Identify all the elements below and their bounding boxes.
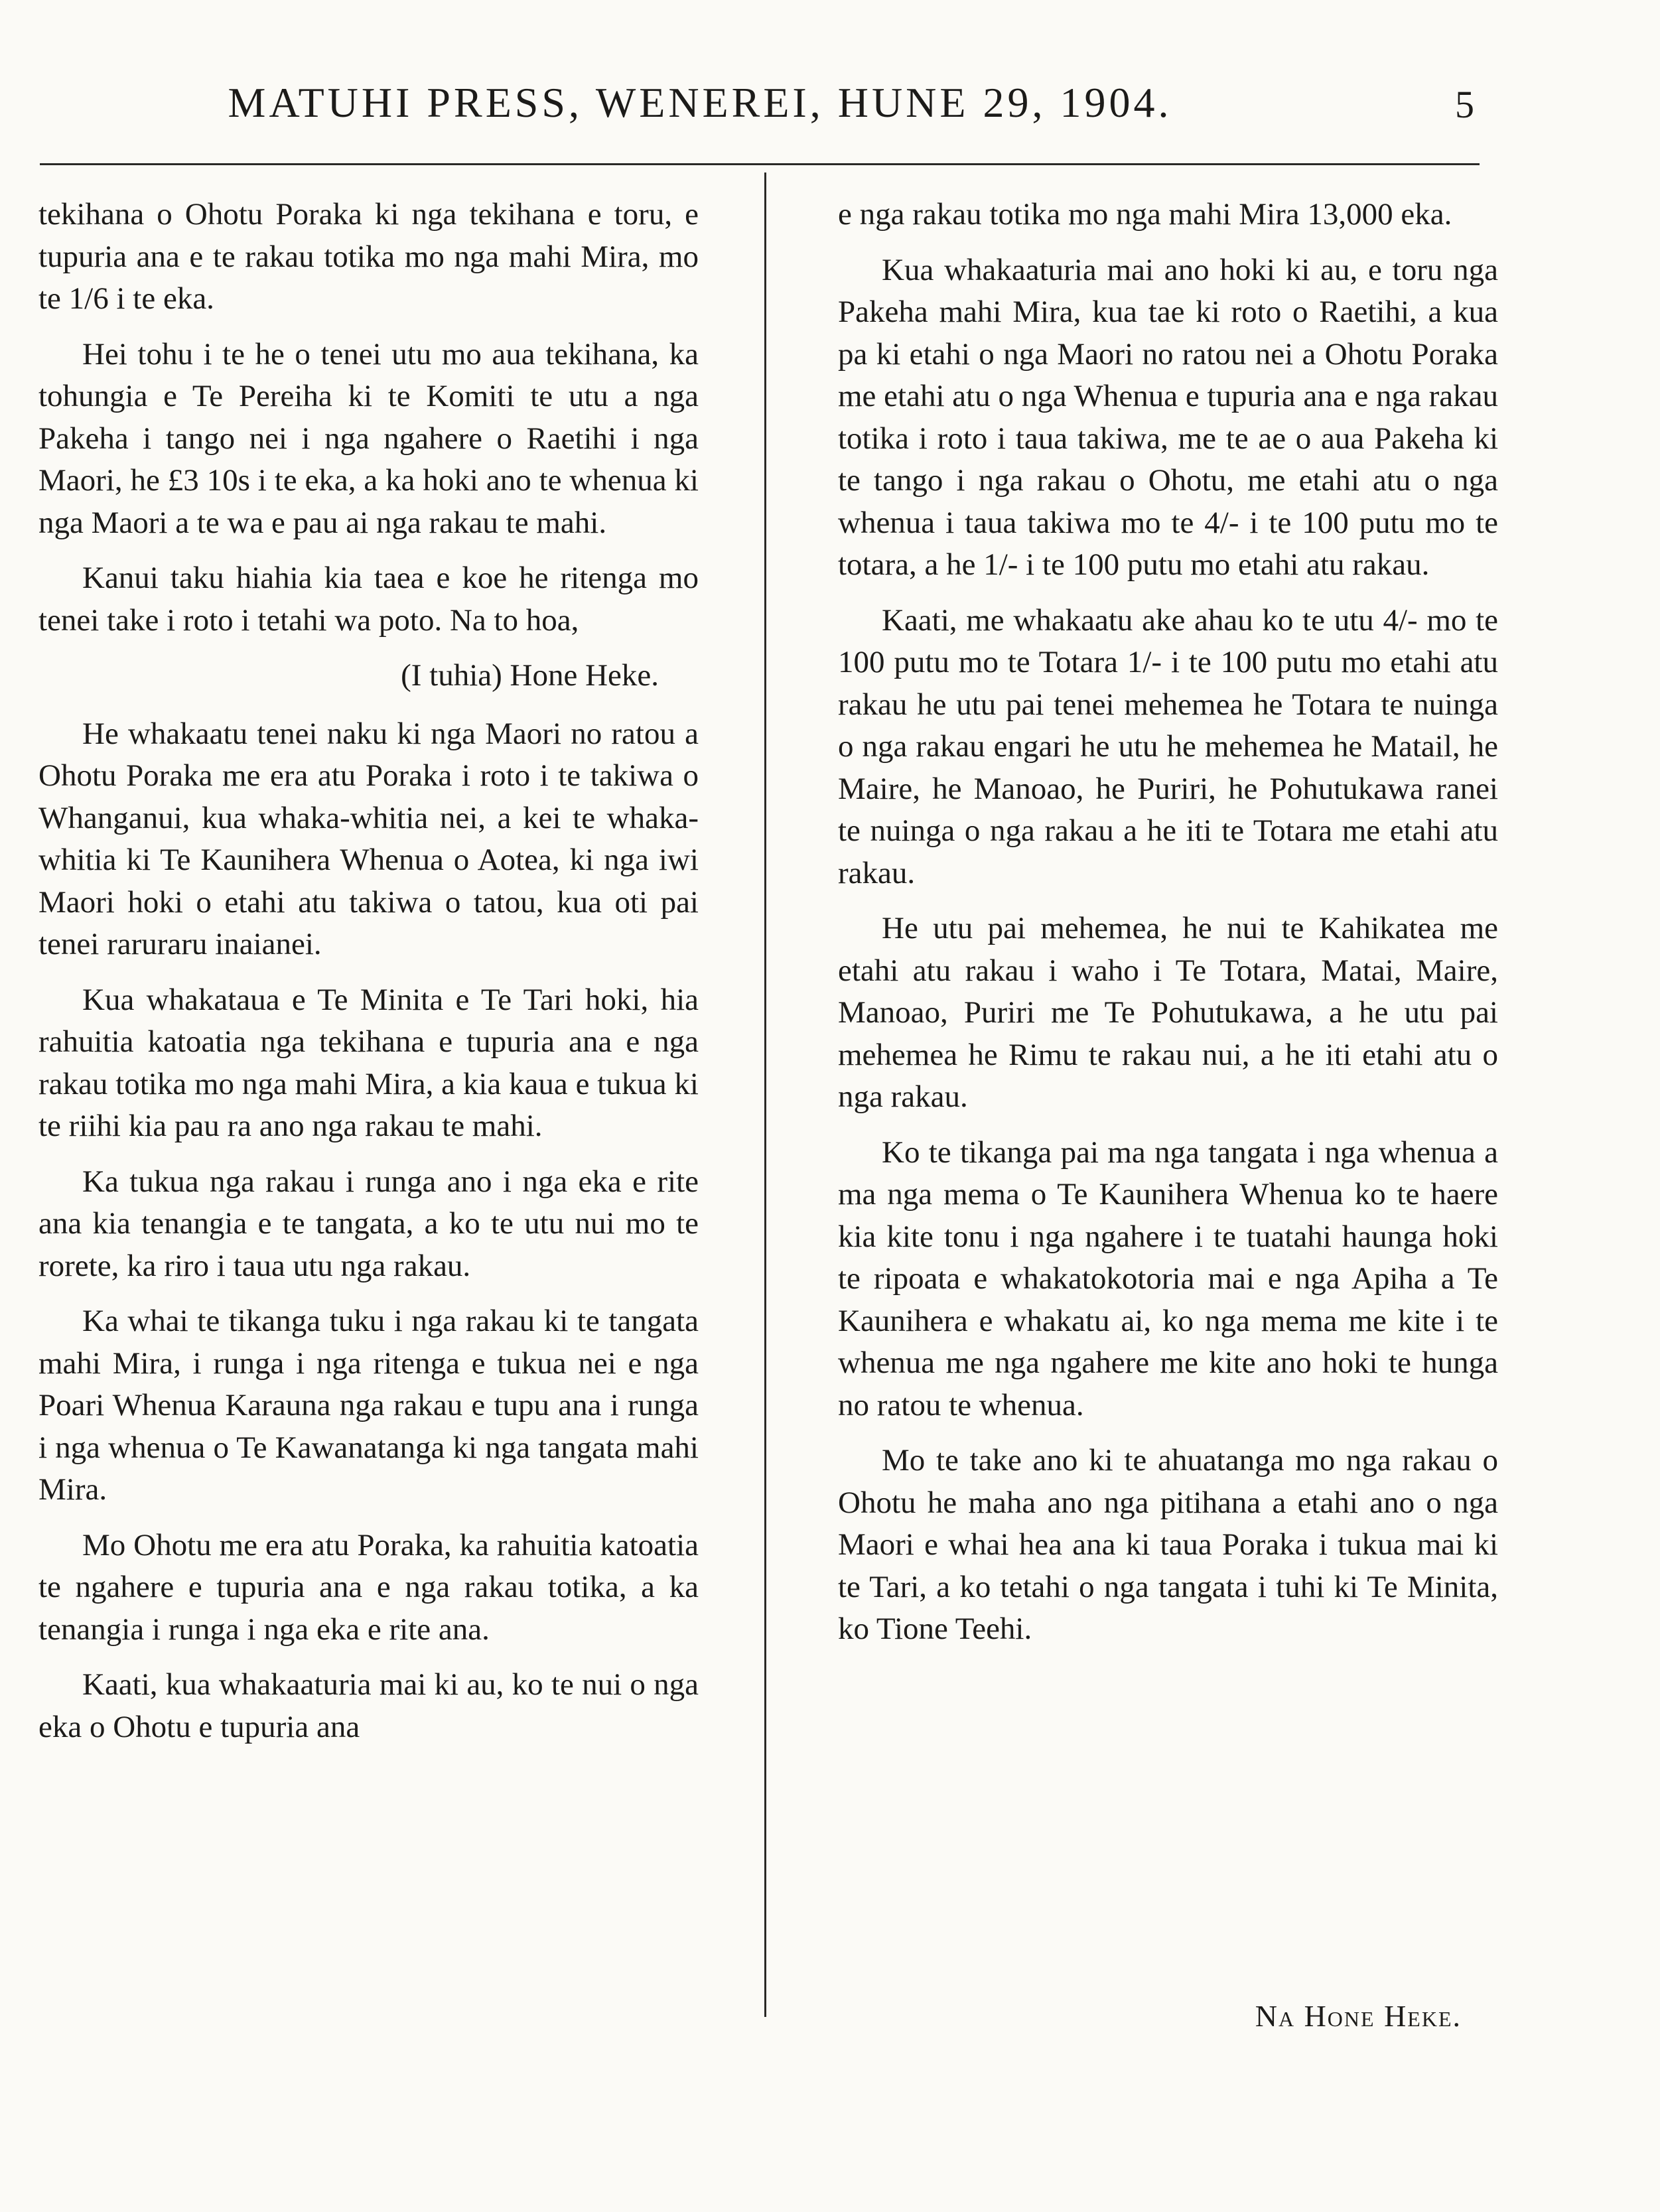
- letter-signature: (I tuhia) Hone Heke.: [401, 658, 659, 693]
- page-number: 5: [1455, 83, 1474, 126]
- paragraph: He whakaatu tenei naku ki nga Maori no ratou a Ohotu Poraka me era atu Poraka i roto i te takiwa o Whanganui, kua whaka-whitia nei, a kei te whaka-whitia ki Te Kaunihera Whenua o Aotea, ki nga iwi Maori hoki o etahi atu takiwa o tatou, kua oti pai tenei raruraru inaianei.: [38, 716, 699, 961]
- paragraph: He utu pai mehemea, he nui te Kahikatea me etahi atu rakau i waho i Te Totara, Matai, Maire, Manoao, Puriri me Te Pohutukawa, a he utu pai mehemea he Rimu te rakau nui, a he iti etahi atu o nga rakau.: [838, 911, 1498, 1114]
- paragraph: Kua whakataua e Te Minita e Te Tari hoki, hia rahuitia katoatia nga tekihana e tupuria ana e nga rakau totika mo nga mahi Mira, a kia kaua e tukua ki te riihi kia pau ra ano nga rakau te mahi.: [38, 982, 699, 1143]
- paragraph: e nga rakau totika mo nga mahi Mira 13,000 eka.: [838, 197, 1452, 232]
- paragraph: tekihana o Ohotu Poraka ki nga tekihana e toru, e tupuria ana e te rakau totika mo nga mahi Mira, mo te 1/6 i te eka.: [38, 197, 699, 316]
- paragraph: Kaati, me whakaatu ake ahau ko te utu 4/- mo te 100 putu mo te Totara 1/- i te 100 putu mo etahi atu rakau he utu pai tenei mehemea he Totara te nuinga o nga rakau engari he utu he mehemea he Matail, he Maire, he Manoao, he Puriri, he Pohutukawa ranei te nuinga o nga rakau a he iti te Totara me etahi atu rakau.: [838, 602, 1498, 890]
- paragraph: Hei tohu i te he o tenei utu mo aua tekihana, ka tohungia e Te Pereiha ki te Komiti te utu a nga Pakeha i tango nei i nga ngahere o Raetihi i nga Maori, he £3 10s i te eka, a ka hoki ano te whenua ki nga Maori a te wa e pau ai nga rakau te mahi.: [38, 336, 699, 540]
- paragraph: Ka tukua nga rakau i runga ano i nga eka e rite ana kia tenangia e te tangata, a ko te utu nui mo te rorete, ka riro i taua utu nga rakau.: [38, 1164, 699, 1283]
- masthead-title: MATUHI PRESS, WENEREI, HUNE 29, 1904.: [228, 79, 1172, 126]
- paragraph: Ka whai te tikanga tuku i nga rakau ki te tangata mahi Mira, i runga i nga ritenga e tukua nei e nga Poari Whenua Karauna nga rakau e tupu ana i runga i nga whenua o Te Kawanatanga ki nga tangata mahi Mira.: [38, 1304, 699, 1507]
- paragraph: Ko te tikanga pai ma nga tangata i nga whenua a ma nga mema o Te Kaunihera Whenua ko te haere kia kite tonu i nga ngahere i te tuatahi haunga hoki te ripoata e whakatokotoria mai e nga Apiha a Te Kaunihera e whakatu ai, ko nga mema me kite i te whenua me nga ngahere me kite ano hoki te hunga no ratou te whenua.: [838, 1135, 1498, 1422]
- paragraph: Mo te take ano ki te ahuatanga mo nga rakau o Ohotu he maha ano nga pitihana a etahi ano o nga Maori e whai hea ana ki taua Poraka i tukua mai ki te Tari, a ko tetahi o nga tangata i tuhi ki Te Minita, ko Tione Teehi.: [838, 1443, 1498, 1646]
- paragraph: Kaati, kua whakaaturia mai ki au, ko te nui o nga eka o Ohotu e tupuria ana: [38, 1667, 699, 1744]
- paragraph: Kanui taku hiahia kia taea e koe he ritenga mo tenei take i roto i tetahi wa poto. Na to hoa,: [38, 561, 699, 638]
- page-header: [40, 78, 1480, 151]
- right-column: [838, 194, 1498, 1664]
- paragraph: Kua whakaaturia mai ano hoki ki au, e toru nga Pakeha mahi Mira, kua tae ki roto o Raetihi, a kua pa ki etahi o nga Maori no ratou nei a Ohotu Poraka me etahi atu o nga Whenua e tupuria ana e nga rakau totika i roto i taua takiwa, me te ae o aua Pakeha ki te tango i nga rakau o Ohotu, me etahi atu o nga whenua i taua takiwa mo te 4/- i te 100 putu mo te totara, a he 1/- i te 100 putu mo etahi atu rakau.: [838, 252, 1498, 582]
- paragraph: Mo Ohotu me era atu Poraka, ka rahuitia katoatia te ngahere e tupuria ana e nga rakau totika, a ka tenangia i runga i nga eka e rite ana.: [38, 1527, 699, 1647]
- left-column: [38, 194, 699, 1762]
- header-rule: [40, 163, 1480, 165]
- column-divider: [764, 173, 766, 2017]
- closing-signature: Na Hone Heke.: [1255, 1999, 1462, 2033]
